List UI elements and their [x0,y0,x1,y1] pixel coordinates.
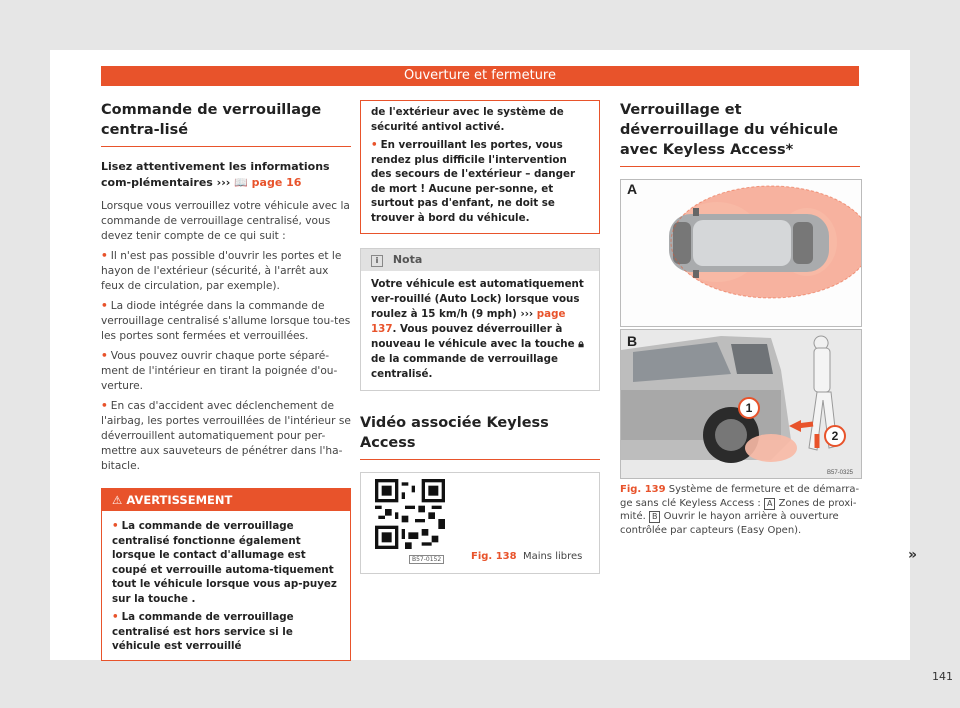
video-box [360,472,600,574]
padlock-icon: 🔒︎ [578,338,584,350]
callout-2: 2 [831,429,839,443]
bullet-icon: • [101,300,108,312]
list-item: • La commande de verrouillage centralisé est hors service si le véhicule est verrouillé [112,611,294,652]
column-left [101,100,351,661]
list-item: • La commande de verrouillage centralisé fonctionne également lorsque le contact d'allumage est coupé et verrouille automa-tiquement tout le véhicule lorsque vous ap-puyez sur la touche . [112,520,337,605]
continue-arrow-icon: » [908,547,918,563]
bullet-icon: • [101,250,108,262]
note-header [361,249,599,271]
intro-text: Lorsque vous verrouillez votre véhicule avec la commande de verrouillage centralisé, vous devez tenir compte de ce qui suit : [101,200,350,242]
qr-code-id: B57-0152 [409,555,444,564]
page-number: 141 [932,670,953,683]
figure-panel-b [620,329,862,479]
warning-header [102,489,350,511]
note-box [360,248,600,391]
list-item: • En cas d'accident avec déclenchement de l'airbag, les portes verrouillées de l'intérieur se déverrouillent automatiquement pour per-mettre aux sauveteurs de pénétrer dans l'ha-bitacle. [101,400,351,472]
key-b-icon: B [649,511,661,523]
lead-text: Lisez attentivement les informations com-plémentaires ››› [101,160,330,189]
note-title: Nota [392,253,423,266]
warning-box [101,488,351,661]
figure-panel-a [620,179,862,327]
chapter-header: Ouverture et fermeture [101,66,859,86]
note-body: Votre véhicule est automatiquement ver-rouillé (Auto Lock) lorsque vous roulez à 15 km/h (9 mph) ››› page 137. Vous pouvez déverrouiller à nouveau le véhicule avec la touche 🔒︎ de la commande de verrouillage centralisé. [371,278,584,380]
list-item: • Vous pouvez ouvrir chaque porte séparé-ment de l'intérieur en tirant la poignée d'ou-verture. [101,350,338,392]
column-middle [360,100,600,574]
lead-page-link[interactable]: page 16 [251,176,302,189]
info-icon: i [371,255,383,267]
figure-code: B57-0325 [827,470,854,476]
book-icon: 📖 [234,176,248,189]
qr-code[interactable] [375,479,445,549]
warning-body [102,511,350,660]
lead-paragraph [101,159,351,191]
list-item: • Il n'est pas possible d'ouvrir les portes et le hayon de l'extérieur (sécurité, à l'arrêt aux feux de circulation, par exemple). [101,250,342,292]
note-page-link[interactable]: page 137 [371,308,566,335]
warning-box-continued [360,100,600,234]
column-right [620,100,860,537]
key-a-icon: A [764,498,775,510]
panel-a-label: A [627,181,638,197]
bullet-icon: • [101,350,108,362]
warning-title: AVERTISSEMENT [126,493,233,507]
section-heading-central-locking: Commande de verrouillage centra-lisé [101,100,351,147]
figure-138-caption: Fig. 138 Mains libres [471,551,583,562]
list-item: • En verrouillant les portes, vous rendez plus difficile l'intervention des secours de l'extérieur – danger de mort ! Aucune per-sonne, et surtout pas d'enfant, ne doit se trouver à bord du véhicule. [371,139,576,224]
warning-continuation: de l'extérieur avec le système de sécurité antivol activé. [371,106,564,133]
panel-b-label: B [627,333,638,349]
figure-139 [620,179,860,477]
bullet-icon: • [101,400,108,412]
figure-139-caption: Fig. 139 Système de fermeture et de démarra-ge sans clé Keyless Access : A Zones de proxi-mité. B Ouvrir le hayon arrière à ouverture contrôlée par capteurs (Easy Open). [620,484,860,536]
video-heading: Vidéo associée Keyless Access [360,413,600,460]
callout-1: 1 [745,401,753,415]
section-heading-keyless: Verrouillage et déverrouillage du véhicule avec Keyless Access* [620,100,860,167]
list-item: • La diode intégrée dans la commande de verrouillage centralisé s'allume lorsque tou-tes les portes sont fermées et verrouillées. [101,300,351,342]
warning-triangle-icon: ⚠ [112,493,123,507]
